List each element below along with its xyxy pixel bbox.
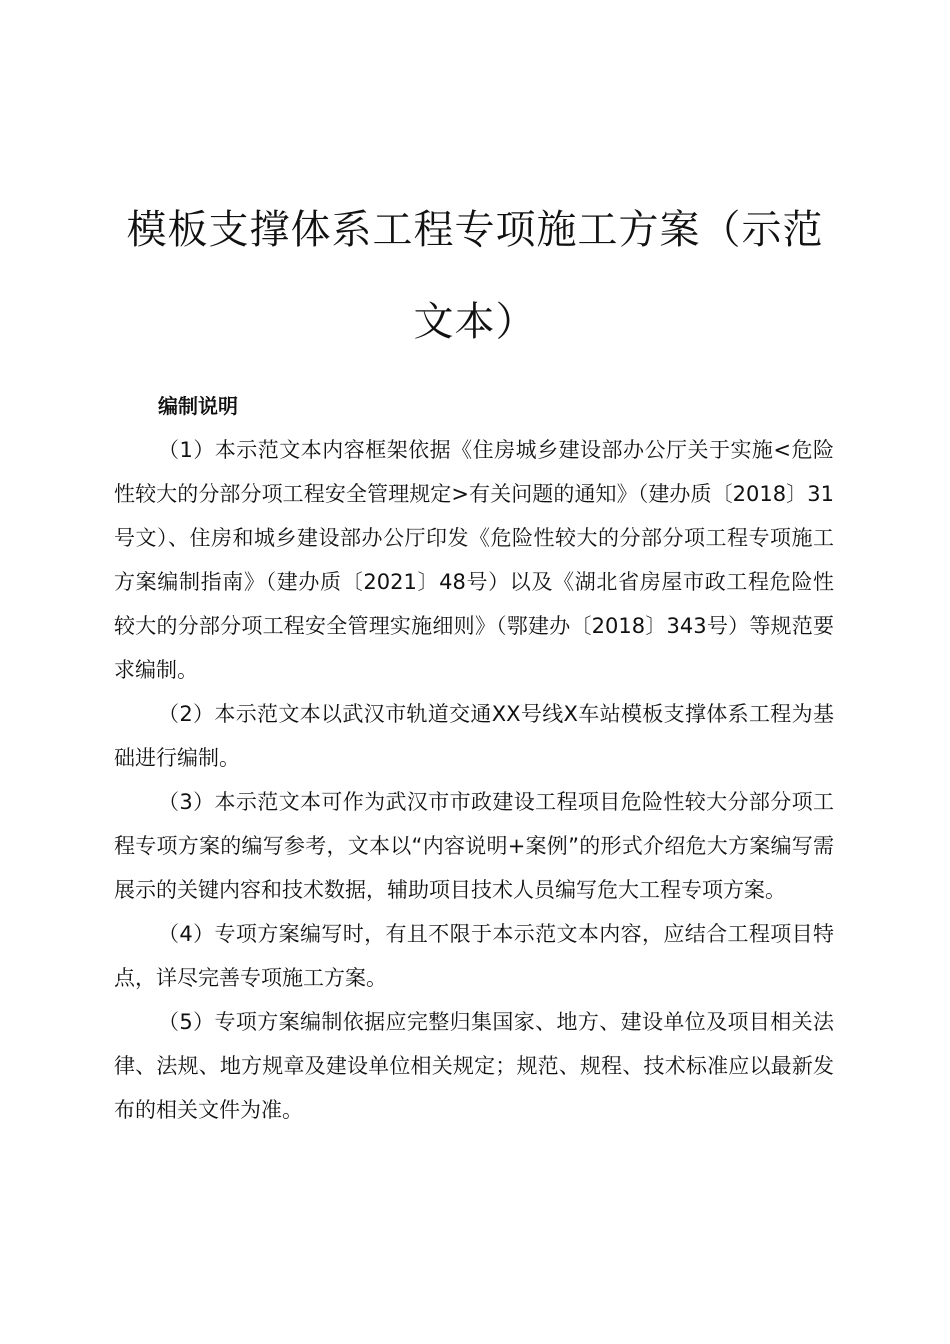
paragraph-4: （4）专项方案编写时，有且不限于本示范文本内容，应结合工程项目特点，详尽完善专项施工方案。 [114, 922, 834, 990]
paragraph-3: （3）本示范文本可作为武汉市市政建设工程项目危险性较大分部分项工程专项方案的编写参考，文本以“内容说明+案例”的形式介绍危大方案编写需展示的关键内容和技术数据，辅助项目技术人员编写危大工程专项方案。 [114, 790, 834, 902]
paragraph-5: （5）专项方案编制依据应完整归集国家、地方、建设单位及项目相关法律、法规、地方规章及建设单位相关规定；规范、规程、技术标准应以最新发布的相关文件为准。 [114, 1010, 834, 1122]
section-heading: 编制说明 [158, 394, 238, 418]
paragraph-2: （2）本示范文本以武汉市轨道交通XX号线X车站模板支撑体系工程为基础进行编制。 [114, 702, 834, 770]
body-text [114, 428, 834, 1132]
document-title: 模板支撑体系工程专项施工方案（示范文本） [126, 207, 824, 345]
paragraph-1: （1）本示范文本内容框架依据《住房城乡建设部办公厅关于实施<危险性较大的分部分项工程安全管理规定>有关问题的通知》（建办质〔2018〕31号文）、住房和城乡建设部办公厅印发《危险性较大的分部分项工程专项施工方案编制指南》（建办质〔2021〕48号）以及《湖北省房屋市政工程危险性较大的分部分项工程安全管理实施细则》（鄂建办〔2018〕343号）等规范要求编制。 [114, 438, 834, 682]
